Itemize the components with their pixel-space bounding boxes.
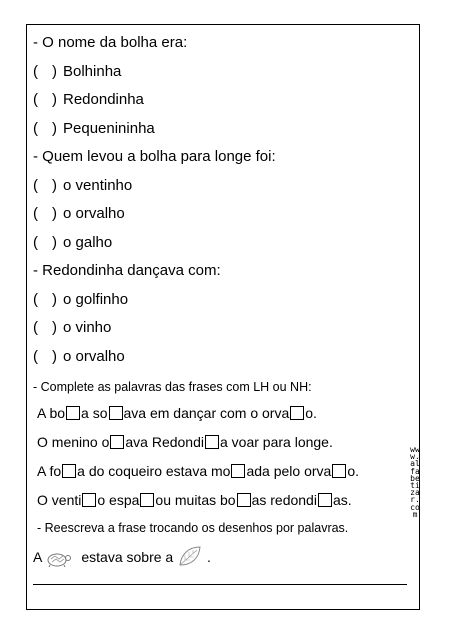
- answer-line[interactable]: [33, 584, 407, 585]
- sentence-part: o espa: [97, 492, 140, 508]
- blank-box[interactable]: [205, 435, 219, 449]
- paren-close: ): [52, 348, 57, 365]
- q2-option-3[interactable]: [33, 234, 112, 252]
- paren-close: ): [52, 120, 57, 137]
- blank-box[interactable]: [82, 493, 96, 507]
- rewrite-part-c: .: [206, 549, 211, 565]
- sentence-part: as redondi: [251, 492, 317, 508]
- paren-open: (: [33, 177, 38, 194]
- q1-option-3[interactable]: [33, 120, 155, 138]
- vertical-watermark: www.alfabetizar.com: [410, 445, 420, 519]
- sentence-3: [37, 462, 359, 480]
- turtle-drawing-icon: [45, 550, 71, 572]
- q3-option-3[interactable]: [33, 348, 125, 366]
- sentence-part: ou muitas bo: [155, 492, 236, 508]
- rewrite-sentence: [33, 544, 211, 572]
- sentence-part: as.: [332, 492, 352, 508]
- sentence-part: a so: [81, 405, 108, 421]
- paren-close: ): [52, 319, 57, 336]
- sentence-part: A fo: [37, 463, 62, 479]
- paren-close: ): [52, 234, 57, 251]
- blank-box[interactable]: [290, 406, 304, 420]
- sentence-1: [37, 404, 317, 422]
- q1-option-1[interactable]: [33, 63, 121, 81]
- paren-close: ): [52, 177, 57, 194]
- sentence-part: O menino o: [37, 434, 110, 450]
- blank-box[interactable]: [62, 464, 76, 478]
- sentence-part: A bo: [37, 405, 66, 421]
- option-label: o ventinho: [63, 177, 133, 194]
- q2-option-2[interactable]: [33, 205, 125, 223]
- sentence-part: a voar para longe.: [220, 434, 333, 450]
- paren-open: (: [33, 234, 38, 251]
- sentence-part: o.: [347, 463, 359, 479]
- q1-option-2[interactable]: [33, 91, 144, 109]
- paren-open: (: [33, 91, 38, 108]
- blank-box[interactable]: [318, 493, 332, 507]
- option-label: o galho: [63, 234, 113, 251]
- rewrite-part-b: estava sobre a: [81, 549, 174, 565]
- rewrite-part-a: A: [33, 549, 42, 565]
- blank-box[interactable]: [332, 464, 346, 478]
- paren-open: (: [33, 205, 38, 222]
- paren-open: (: [33, 63, 38, 80]
- sentence-part: ada pelo orva: [246, 463, 332, 479]
- option-label: o orvalho: [63, 205, 125, 222]
- q2-prompt: - Quem levou a bolha para longe foi:: [33, 148, 276, 165]
- paren-open: (: [33, 348, 38, 365]
- sentence-4: [37, 491, 352, 509]
- blank-box[interactable]: [110, 435, 124, 449]
- option-label: Pequenininha: [63, 120, 155, 137]
- blank-box[interactable]: [109, 406, 123, 420]
- q3-prompt: - Redondinha dançava com:: [33, 262, 221, 279]
- paren-open: (: [33, 319, 38, 336]
- sentence-part: ava em dançar com o orva: [123, 405, 290, 421]
- blank-box[interactable]: [231, 464, 245, 478]
- q2-option-1[interactable]: [33, 177, 132, 195]
- q1-prompt: - O nome da bolha era:: [33, 34, 188, 51]
- leaf-drawing-icon: [177, 544, 203, 572]
- complete-instruction: - Complete as palavras das frases com LH ou NH:: [33, 380, 312, 394]
- paren-close: ): [52, 205, 57, 222]
- option-label: o vinho: [63, 319, 112, 336]
- option-label: o golfinho: [63, 291, 129, 308]
- paren-close: ): [52, 91, 57, 108]
- option-label: o orvalho: [63, 348, 125, 365]
- q3-option-2[interactable]: [33, 319, 111, 337]
- option-label: Redondinha: [63, 91, 144, 108]
- q3-option-1[interactable]: [33, 291, 128, 309]
- sentence-part: o.: [305, 405, 317, 421]
- paren-close: ): [52, 291, 57, 308]
- option-label: Bolhinha: [63, 63, 122, 80]
- blank-box[interactable]: [237, 493, 251, 507]
- sentence-part: O venti: [37, 492, 82, 508]
- sentence-2: [37, 433, 333, 451]
- blank-box[interactable]: [66, 406, 80, 420]
- sentence-part: ava Redondi: [125, 434, 204, 450]
- blank-box[interactable]: [140, 493, 154, 507]
- sentence-part: a do coqueiro estava mo: [77, 463, 231, 479]
- paren-close: ): [52, 63, 57, 80]
- paren-open: (: [33, 291, 38, 308]
- rewrite-instruction: - Reescreva a frase trocando os desenhos por palavras.: [37, 521, 349, 535]
- paren-open: (: [33, 120, 38, 137]
